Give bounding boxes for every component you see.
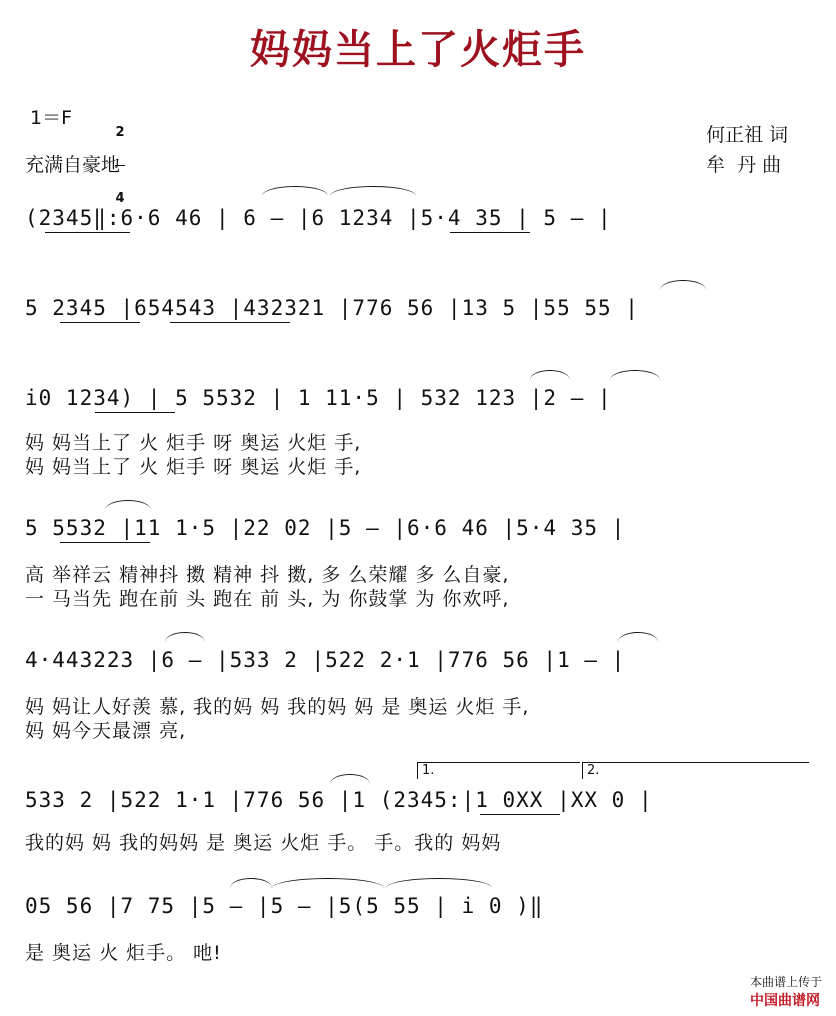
slur xyxy=(618,632,658,643)
lyrics-row-7-verse-1: 是 奥运 火 炬手。 吔! xyxy=(25,942,222,964)
expression-mark: 充满自豪地 xyxy=(25,154,121,176)
notes-row-1: (2345‖:6·6 46 | 6 — |6 1234 |5·4 35 | 5 — | xyxy=(25,206,612,230)
beam xyxy=(450,232,530,233)
slur xyxy=(530,370,570,381)
volta-1 xyxy=(417,762,580,779)
volta-1-label: 1. xyxy=(422,763,435,778)
beam xyxy=(480,814,560,815)
slur xyxy=(386,878,492,889)
composer-credit: 牟 丹 曲 xyxy=(706,154,782,176)
footer-credit xyxy=(742,959,822,1010)
lyrics-row-3-verse-1: 妈 妈当上了 火 炬手 呀 奥运 火炬 手, xyxy=(25,432,362,454)
footer-text: 本曲谱上传于 xyxy=(749,975,822,989)
lyrics-row-4-verse-1: 高 举祥云 精神抖 擞 精神 抖 擞, 多 么荣耀 多 么自豪, xyxy=(25,564,510,586)
beam xyxy=(170,322,290,323)
key-signature: 1＝F xyxy=(30,107,73,129)
notes-row-4: 5 5532 |11 1·5 |22 02 |5 — |6·6 46 |5·4 35 | xyxy=(25,516,626,540)
time-denominator: 4 xyxy=(115,191,125,206)
lyrics-row-3-verse-2: 妈 妈当上了 火 炬手 呀 奥运 火炬 手, xyxy=(25,456,362,478)
slur xyxy=(165,632,205,643)
lyrics-row-5-verse-1: 妈 妈让人好羡 慕, 我的妈 妈 我的妈 妈 是 奥运 火炬 手, xyxy=(25,696,530,718)
lyricist-credit: 何正祖 词 xyxy=(706,124,789,146)
notes-row-5: 4·443223 |6 — |533 2 |522 2·1 |776 56 |1 — | xyxy=(25,648,626,672)
slur xyxy=(272,878,384,889)
slur xyxy=(105,500,151,511)
notes-row-6: 533 2 |522 1·1 |776 56 |1 (2345:|1 0XX |XX 0 | xyxy=(25,788,653,812)
slur xyxy=(610,370,660,381)
slur xyxy=(262,186,328,197)
footer-brand-logo[interactable]: 中国曲谱网 xyxy=(749,993,820,1009)
slur xyxy=(330,186,416,197)
notes-row-7: 05 56 |7 75 |5 — |5 — |5(5 55 | i 0 )‖ xyxy=(25,894,544,918)
notes-row-3: i0 1234) | 5 5532 | 1 11·5 | 532 123 |2 — | xyxy=(25,386,612,410)
lyrics-row-4-verse-2: 一 马当先 跑在前 头 跑在 前 头, 为 你鼓掌 为 你欢呼, xyxy=(25,588,510,610)
page-title: 妈妈当上了火炬手 xyxy=(250,27,586,73)
lyrics-row-6-verse-1: 我的妈 妈 我的妈妈 是 奥运 火炬 手。 手。我的 妈妈 xyxy=(25,832,502,854)
slur xyxy=(330,774,370,785)
volta-2-label: 2. xyxy=(587,763,600,778)
notes-row-2: 5 2345 |654543 |432321 |776 56 |13 5 |55 55 | xyxy=(25,296,639,320)
volta-2 xyxy=(582,762,809,779)
lyrics-row-5-verse-2: 妈 妈今天最漂 亮, xyxy=(25,720,187,742)
slur xyxy=(230,878,272,889)
beam xyxy=(60,542,150,543)
beam xyxy=(60,322,140,323)
slur xyxy=(660,280,706,291)
beam xyxy=(45,232,130,233)
beam xyxy=(95,412,175,413)
time-numerator: 2 xyxy=(115,125,125,140)
